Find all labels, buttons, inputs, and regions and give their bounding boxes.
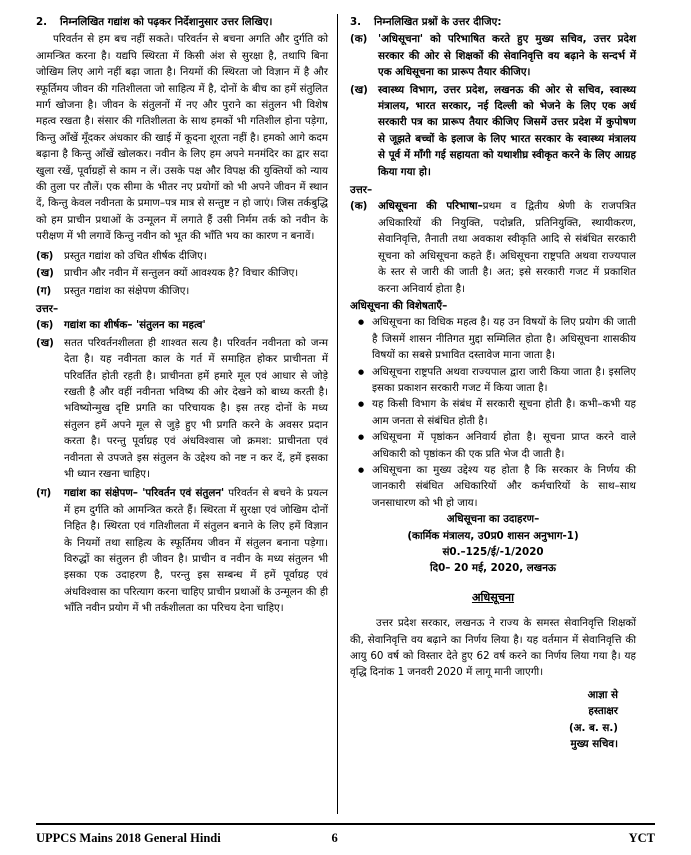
question-2-part-b [36, 265, 328, 281]
answer-b-text: सतत परिवर्तनशीलता ही शाश्वत सत्य है। परिवर्तन नवीनता को जन्म देता है। यह नवीनता काल के गर्त में समाहित होकर प्राचीनता में परिवर्तित होती रहती है। प्राचीनता हमें हमारे मूल एवं आधार से जोड़े रखती है और वहीं नवीनता भविष्य की ओर देखने को बाध्य करती है। भविष्योन्मुख दृष्टि प्रगति का परिचायक है। इस तरह दोनों के मध्य संतुलन हमें अपने मूल से जुड़े हुए भी प्रगति करने के अवसर प्रदान करता है। परन्तु पूर्वाग्रह एवं अंधविश्वास जो क्रमश: प्राचीनता एवं नवीनता से उपजते इस संतुलन के उद्देश्य को नष्ट न कर दें, हमें इसका भी ध्यान रखना चाहिए। [64, 336, 328, 480]
definition-text: प्रथम व द्वितीय श्रेणी के राजपत्रित अधिकारियों की नियुक्ति, पदोन्नति, प्रतिनियुक्ति, स्थायीकरण, सेवानिवृत्ति, तैनाती तथा अवकाश स्वीकृति आदि से संबंधित सरकारी सूचना को अधिसूचना कहते हैं। अधिसूचना राष्ट्रपति अथवा राज्यपाल के स्तर से जारी की जाती है। अत; इसे सरकारी गजट में प्रकाशित करना अनिवार्य होता है। [378, 200, 636, 295]
notification-title: अधिसूचना [471, 590, 515, 604]
part-a-text: प्रस्तुत गद्यांश को उचित शीर्षक दीजिए। [64, 249, 207, 262]
q3-part-b-text: स्वास्थ्य विभाग, उत्तर प्रदेश, लखनऊ की ओर से सचिव, स्वास्थ्य मंत्रालय, भारत सरकार, नई दिल्ली को भेजने के लिए एक अर्ध सरकारी पत्र का प्रारूप तैयार कीजिए जिसमें उत्तर प्रदेश में कुपोषण से जूझते बच्चों के इलाज के लिए भारत सरकार के स्वास्थ्य मंत्रालय से पूर्व में माँगी गई सहायता को यथाशीघ्र स्वीकृत करने के लिए आग्रह किया गया हो। [378, 83, 636, 178]
answer-c-text: परिवर्तन से बचने के प्रयत्न में हम दुर्गति को आमन्त्रित करते हैं। स्थिरता में सुरक्षा एवं जोखिम दोनों निहित है। स्थिरता एवं गतिशीलता में संतुलन बनाने के लिए हमें विज्ञान के नियमों तथा साहित्य के स्फूर्तिमय जीवन में संतुलन बनाना पड़ेगा। विरुद्धों का संतुलन ही जीवन है। प्राचीन व नवीन के मध्य संतुलन भी इसका एक उदाहरण है, परन्तु इस सम्बन्ध में हमें पूर्वाग्रह एवं अंधविश्वास का परित्याग करना चाहिए प्राचीन प्रथाओं के उन्मूलन की ही भाँति नवीन प्रयोग में भी तर्कशीलता का परिचय देना चाहिए। [64, 487, 328, 615]
left-answer-label: उत्तर– [36, 302, 59, 315]
question-3-prompt: निम्नलिखित प्रश्नों के उत्तर दीजिए: [374, 16, 502, 28]
page-footer [36, 828, 655, 848]
example-ministry: (कार्मिक मंत्रालय, उ0प्र0 शासन अनुभाग-1) [407, 529, 579, 542]
feature-text: अधिसूचना में पृष्ठांकन अनिवार्य होता है। सूचना प्राप्त करने वाले अधिकारी को पृष्ठांकन की एक प्रति भेज दी जाती है। [372, 431, 636, 460]
answer-a-label: (क) [36, 319, 54, 332]
feature-text: अधिसूचना का विधिक महत्व है। यह उन विषयों के लिए प्रयोग की जाती है जिसमें शासन नीतिगत मुद्दा सम्मिलित होता है। अधिसूचना शासकीय विषयों का सबसे प्रभावित दस्तावेज माना जाता है। [372, 316, 636, 362]
bullet-icon [350, 429, 372, 445]
answer-c [36, 485, 328, 616]
signature-line: मुख्य सचिव। [570, 738, 618, 751]
question-3-part-b [350, 82, 636, 180]
answer-b-label: (ख) [36, 336, 54, 349]
answer-c-label: (ग) [36, 487, 52, 500]
question-3-part-a [350, 31, 636, 80]
example-date: दि0– 20 मई, 2020, लखनऊ [429, 562, 556, 575]
signature-block [350, 687, 636, 753]
question-2 [36, 14, 328, 30]
passage-text: परिवर्तन से हम बच नहीं सकते। परिवर्तन से बचना अगति और दुर्गति को आमन्त्रित करना है। यद्यपि स्थिरता में किसी अंश से सुरक्षा है, तथापि बिना जोखिम लिए आगे नहीं बढ़ा जाता है। नियमों की स्थिरता जो विज्ञान में है और स्फूर्तिमय जीवन की गतिशीलता जो साहित्य में है, दोनों के बीच का हमें संतुलित मार्ग खोजना है। जीवन के संतुलनों में नए और पुराने का संतुलन भी विशेष महत्व रखता है। संसार की गतिशीलता के साथ हमकों भी गतिशील होना पड़ेगा, किन्तु आँखें मूँदकर अंधकार की खाई में कूदना शूरता नहीं है। हमको आगे कदम बढ़ाना है किन्तु आँखें खोलकर। नवीन के लिए हम अपने मनमंदिर का द्वार सदा खुला रखें, पूर्वाग्रहों से काम न लें। उसके पक्ष और विपक्ष की युक्तियों को न्याय की तुला पर तौलें। एक सीमा के भीतर नए प्रयोगों को भी अपने जीवन में स्थान दें, किन्तु केवल नवीनता के प्रमाण–पत्र मात्र से सन्तुष्ट न हो जाएं। जिस तर्कबुद्धि को हम प्राचीन प्रथाओं के उन्मूलन में लगाते हैं उसी निर्मम तर्क को नवीन के परीक्षण में भी लगावें किन्तु नवीन को भूत की भाँति भय का कारण न बनावें। [36, 33, 328, 243]
right-answer-a [350, 198, 636, 296]
answer-a-text: गद्यांश का शीर्षक– 'संतुलन का महत्व' [64, 319, 206, 332]
footer-divider [36, 823, 655, 825]
example-heading: अधिसूचना का उदाहरण– [446, 513, 540, 526]
signature-line: आज्ञा से [587, 688, 618, 701]
bullet-icon [350, 462, 372, 478]
bullet-icon [350, 364, 372, 380]
list-item [350, 462, 636, 511]
question-2-number: 2. [36, 16, 48, 28]
footer-publisher: YCT [628, 830, 655, 845]
right-answer-a-label: (क) [350, 200, 368, 213]
q3-part-b-label: (ख) [350, 83, 368, 96]
signature-line: हस्ताक्षर [588, 705, 618, 718]
question-2-prompt: निम्नलिखित गद्यांश को पढ़कर निर्देशानुसार उत्तर लिखिए। [60, 16, 273, 28]
part-b-text: प्राचीन और नवीन में सन्तुलन क्यों आवश्यक है? विचार कीजिए। [64, 267, 299, 280]
part-b-label: (ख) [36, 267, 54, 280]
list-item [350, 314, 636, 363]
feature-text: अधिसूचना राष्ट्रपति अथवा राज्यपाल द्वारा जारी किया जाता है। इसलिए इसका प्रकाशन सरकारी गजट में किया जाता है। [372, 365, 636, 394]
answer-a [36, 317, 328, 333]
right-column [336, 14, 636, 814]
list-item [350, 396, 636, 429]
question-3 [350, 14, 636, 30]
left-column [36, 14, 336, 814]
part-c-label: (ग) [36, 284, 52, 297]
question-2-part-a [36, 248, 328, 264]
question-2-part-c [36, 283, 328, 299]
signature-line: (अ. ब. स.) [568, 721, 618, 734]
features-list [350, 314, 636, 511]
feature-text: यह किसी विभाग के संबंध में सरकारी सूचना होती है। कभी–कभी यह आम जनता से संबंधित होती है। [372, 398, 636, 427]
q3-part-a-label: (क) [350, 33, 368, 46]
features-heading: अधिसूचना की विशेषताएँ– [350, 299, 448, 312]
two-column-body [36, 14, 655, 814]
answer-c-body [64, 485, 328, 616]
answer-b [36, 335, 328, 483]
answer-c-lead: गद्यांश का संक्षेपण– 'परिवर्तन एवं संतुलन' [64, 487, 225, 500]
part-a-label: (क) [36, 249, 54, 262]
q3-part-a-text: 'अधिसूचना' को परिभाषित करते हुए मुख्य सचिव, उत्तर प्रदेश सरकार की ओर से शिक्षकों की सेवानिवृत्ति वय बढ़ाने के सन्दर्भ में एक अधिसूचना का प्रारूप तैयार कीजिए। [378, 33, 636, 79]
example-number: सं0.–125/ई/-1/2020 [442, 546, 544, 558]
list-item [350, 364, 636, 397]
part-c-text: प्रस्तुत गद्यांश का संक्षेपण कीजिए। [64, 284, 190, 297]
right-answer-label: उत्तर– [350, 184, 373, 197]
list-item [350, 429, 636, 462]
question-3-number: 3. [350, 16, 362, 28]
bullet-icon [350, 314, 372, 330]
footer-page-number: 6 [331, 830, 338, 845]
definition-lead: अधिसूचना की परिभाषा– [378, 200, 483, 213]
feature-text: अधिसूचना का मुख्य उद्देश्य यह होता है कि सरकार के निर्णय की जानकारी संबंधित अधिकारियों और कर्मचारियों के साथ–साथ जनसाधारण को भी हो जाय। [372, 463, 636, 509]
bullet-icon [350, 396, 372, 412]
right-answer-a-body [378, 198, 636, 296]
footer-exam-title: UPPCS Mains 2018 General Hindi [36, 830, 221, 845]
notification-body: उत्तर प्रदेश सरकार, लखनऊ ने राज्य के समस्त सेवानिवृत्ति शिक्षकों की, सेवानिवृत्ति वय बढ़ाने का निर्णय लिया है। यह वर्तमान में सेवानिवृत्ति की आयु 60 वर्ष को विस्तार देते हुए 62 वर्ष करने का निर्णय लिया गया है। यह वृद्धि दिनांक 1 जनवरी 2020 में लागू मानी जाएगी। [350, 617, 636, 679]
